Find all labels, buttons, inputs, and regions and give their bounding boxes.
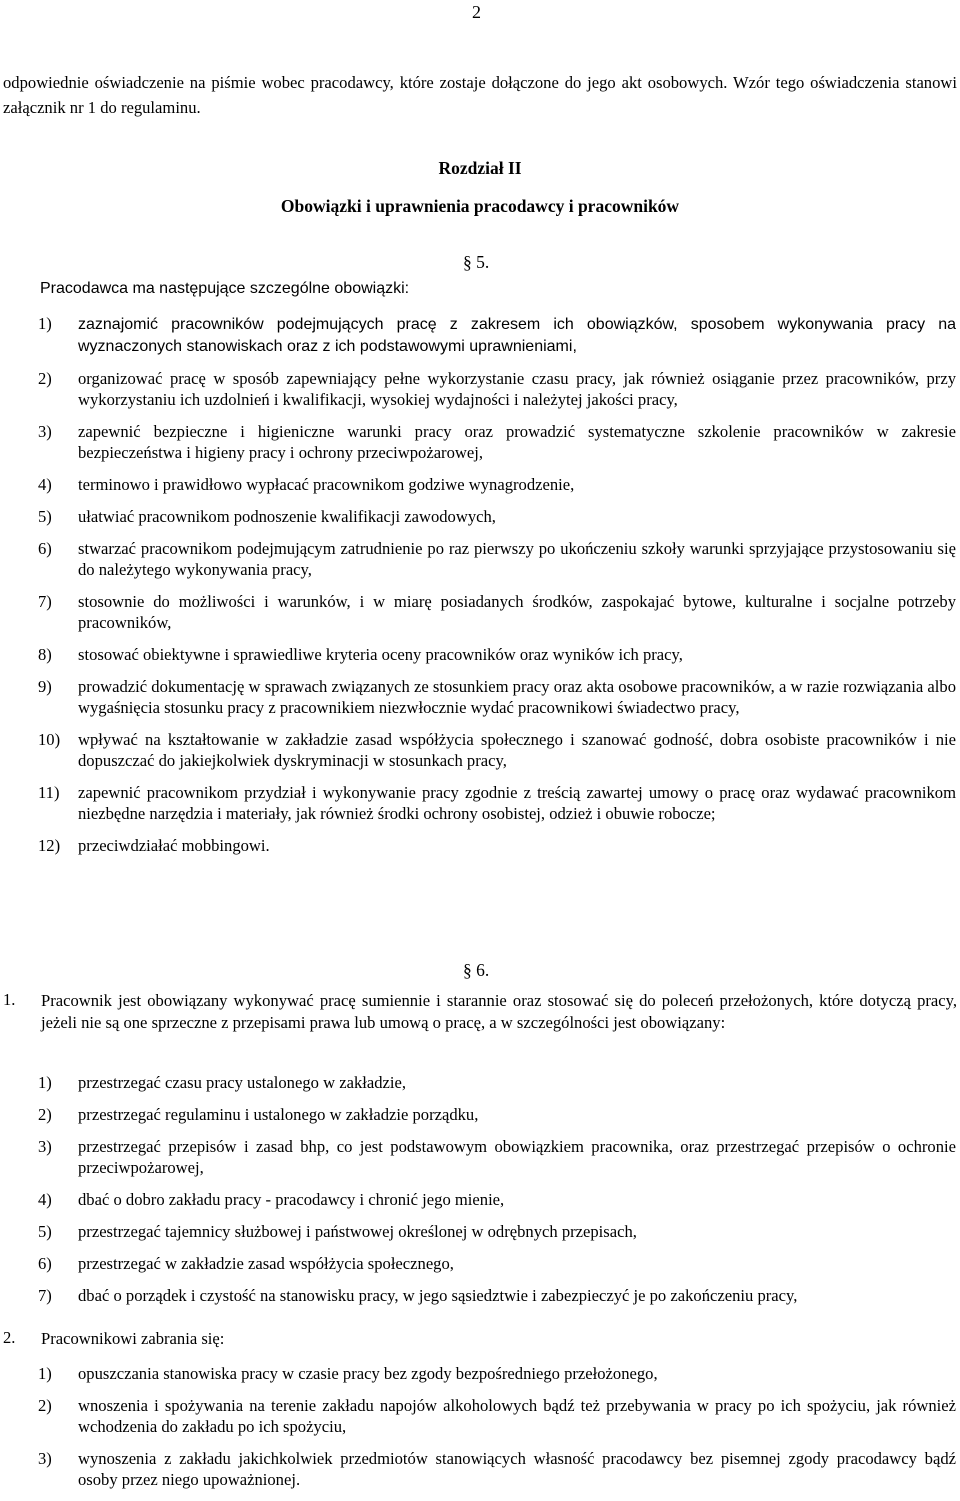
intro-paragraph: odpowiednie oświadczenie na piśmie wobec pracodawcy, które zostaje dołączone do jego akt osobowych. Wzór tego oświadczenia stanowi załącznik nr 1 do regulaminu. [3,73,957,117]
item-number: 1) [38,1364,52,1383]
list-item [38,1136,956,1178]
list-item [38,644,956,665]
item-number: 1) [38,314,52,333]
list-item [38,506,956,527]
section-6-mark: § 6. [463,960,490,980]
item-text: ułatwiać pracownikom podnoszenie kwalifikacji zawodowych, [78,507,496,526]
item-text: dbać o dobro zakładu pracy - pracodawcy i chronić jego mienie, [78,1190,505,1209]
item-text: przestrzegać tajemnicy służbowej i państwowej określonej w odrębnych przepisach, [78,1222,637,1241]
item-number: 2) [38,369,52,388]
item-text: zaznajomić pracowników podejmujących pracę z zakresem ich obowiązków, sposobem wykonywania pracy na wyznaczonych stanowiskach oraz z ich podstawowymi uprawnieniami, [78,316,956,355]
list-item [38,676,956,718]
list-item [38,421,956,463]
item-text: przestrzegać regulaminu i ustalonego w zakładzie porządku, [78,1105,479,1124]
list-item [38,1363,956,1384]
list-item [38,1072,956,1093]
section-5-lead: Pracodawca ma następujące szczególne obowiązki: [40,280,410,297]
item-text: przestrzegać w zakładzie zasad współżycia społecznego, [78,1254,454,1273]
item-number: 6) [38,1254,52,1273]
item-number: 7) [38,592,52,611]
employee-prohibitions-list [38,1363,956,1501]
list-item [38,835,956,856]
list-item [38,1104,956,1125]
item-text: wnoszenia i spożywania na terenie zakładu napojów alkoholowych bądź też przebywania w pracy po ich spożyciu, jak również wchodzenia do zakładu po ich spożyciu, [78,1396,956,1436]
item-number: 4) [38,475,52,494]
paragraph-text: Pracownikowi zabrania się: [41,1329,225,1348]
item-text: terminowo i prawidłowo wypłacać pracownikom godziwe wynagrodzenie, [78,475,575,494]
employee-duties-list [38,1072,956,1317]
item-number: 4) [38,1190,52,1209]
item-text: wynoszenia z zakładu jakichkolwiek przedmiotów stanowiących własność pracodawcy bez pisemnej zgody pracodawcy bądź osoby przez niego upoważnionej. [78,1449,956,1489]
chapter-subtitle: Obowiązki i uprawnienia pracodawcy i pracowników [280,196,680,216]
item-text: stosować obiektywne i sprawiedliwe kryteria oceny pracowników oraz wyników ich pracy, [78,645,683,664]
list-item [38,1395,956,1437]
list-item [38,729,956,771]
item-number: 3) [38,422,52,441]
item-text: prowadzić dokumentację w sprawach związanych ze stosunkiem pracy oraz akta osobowe pracowników, a w razie rozwiązania albo wygaśnięcia stosunku pracy z pracownikiem niezwłocznie wydać pracownikowi świadectwo pracy, [78,677,956,717]
item-text: stosownie do możliwości i warunków, i w miarę posiadanych środków, zaspokajać bytowe, kulturalne i socjalne potrzeby pracowników, [78,592,956,632]
list-item [38,1448,956,1490]
list-item [38,368,956,410]
item-text: organizować pracę w sposób zapewniający pełne wykorzystanie czasu pracy, jak również osiąganie przez pracowników, przy wykorzystaniu ich uzdolnień i kwalifikacji, wysokiej wydajności i należytej jakości pracy, [78,369,956,409]
item-text: wpływać na kształtowanie w zakładzie zasad współżycia społecznego i szanować godność, dobra osobiste pracowników i nie dopuszczać do jakiejkolwiek dyskryminacji w stosunkach pracy, [78,730,956,770]
list-item [38,1285,956,1306]
paragraph-number: 1. [3,990,16,1009]
item-text: przeciwdziałać mobbingowi. [78,836,270,855]
item-number: 12) [38,836,61,855]
item-text: opuszczania stanowiska pracy w czasie pracy bez zgody bezpośredniego przełożonego, [78,1364,658,1383]
item-number: 3) [38,1137,52,1156]
item-number: 5) [38,1222,52,1241]
list-item [38,538,956,580]
item-text: przestrzegać czasu pracy ustalonego w zakładzie, [78,1073,407,1092]
page-number: 2 [472,2,481,22]
item-number: 2) [38,1105,52,1124]
item-text: dbać o porządek i czystość na stanowisku pracy, w jego sąsiedztwie i zabezpieczyć je po zakończeniu pracy, [78,1286,798,1305]
item-number: 6) [38,539,52,558]
item-number: 2) [38,1396,52,1415]
list-item [38,1253,956,1274]
item-number: 5) [38,507,52,526]
item-number: 10) [38,730,61,749]
section-6-paragraph-2 [3,1328,957,1350]
item-number: 1) [38,1073,52,1092]
item-number: 7) [38,1286,52,1305]
item-text: stwarzać pracownikom podejmującym zatrudnienie po raz pierwszy po ukończeniu szkoły warunki sprzyjające przystosowaniu się do należytego wykonywania pracy, [78,539,956,579]
paragraph-number: 2. [3,1328,16,1347]
chapter-title: Rozdział II [438,158,522,178]
section-6-paragraph-1 [3,990,957,1033]
item-text: zapewnić bezpieczne i higieniczne warunki pracy oraz prowadzić systematyczne szkolenie pracowników w zakresie bezpieczeństwa i higieny pracy i ochrony przeciwpożarowej, [78,422,956,462]
list-item [38,474,956,495]
list-item [38,591,956,633]
item-number: 11) [38,783,60,802]
item-number: 9) [38,677,52,696]
list-item [38,1221,956,1242]
item-number: 8) [38,645,52,664]
item-text: zapewnić pracownikom przydział i wykonywanie pracy zgodnie z treścią zawartej umowy o pracę oraz wydawać pracownikom niezbędne narzędzia i materiały, jak również środki ochrony osobistej, odzież i obuwie robocze; [78,783,956,823]
employer-duties-list [38,313,956,867]
list-item [38,313,956,357]
section-5-mark: § 5. [463,252,490,272]
list-item [38,1189,956,1210]
item-text: przestrzegać przepisów i zasad bhp, co jest podstawowym obowiązkiem pracownika, oraz przestrzegać przepisów o ochronie przeciwpożarowej, [78,1137,956,1177]
item-number: 3) [38,1449,52,1468]
paragraph-text: Pracownik jest obowiązany wykonywać pracę sumiennie i starannie oraz stosować się do poleceń przełożonych, które dotyczą pracy, jeżeli nie są one sprzeczne z przepisami prawa lub umową o pracę, a w szczególności jest obowiązany: [41,991,957,1032]
list-item [38,782,956,824]
